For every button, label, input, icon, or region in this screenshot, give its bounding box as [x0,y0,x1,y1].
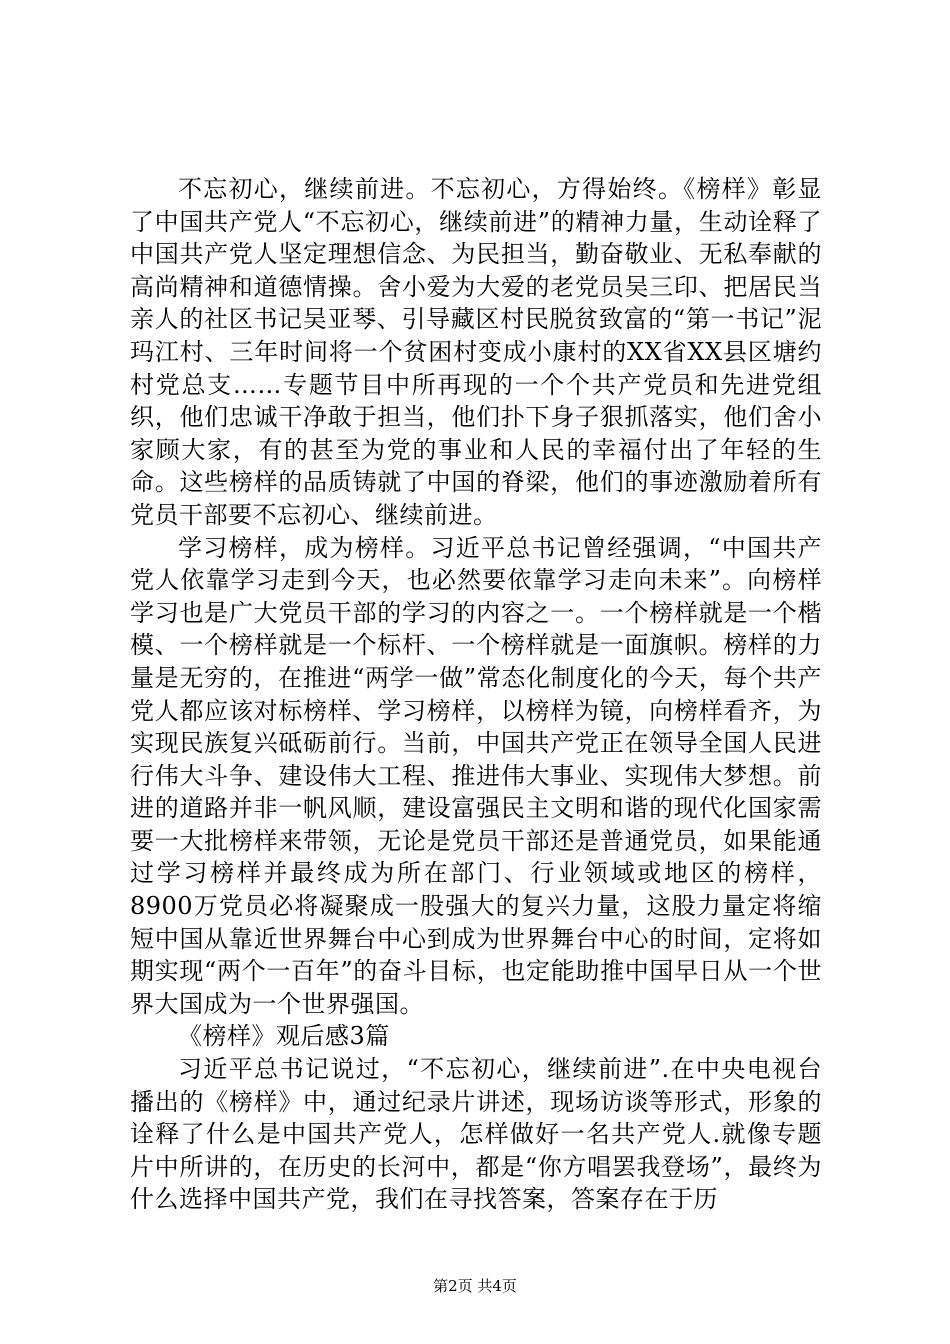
document-body [130,173,822,1216]
paragraph-2: 学习榜样，成为榜样。习近平总书记曾经强调，“中国共产党人依靠学习走到今天，也必然要依靠学习走向未来”。向榜样学习也是广大党员干部的学习的内容之一。一个榜样就是一个楷模、一个榜样就是一个标杆、一个榜样就是一面旗帜。榜样的力量是无穷的，在推进“两学一做”常态化制度化的今天，每个共产党人都应该对标榜样、学习榜样，以榜样为镜，向榜样看齐，为实现民族复兴砥砺前行。当前，中国共产党正在领导全国人民进行伟大斗争、建设伟大工程、推进伟大事业、实现伟大梦想。前进的道路并非一帆风顺，建设富强民主文明和谐的现代化国家需要一大批榜样来带领，无论是党员干部还是普通党员，如果能通过学习榜样并最终成为所在部门、行业领域或地区的榜样，8900万党员必将凝聚成一股强大的复兴力量，这股力量定将缩短中国从靠近世界舞台中心到成为世界舞台中心的时间，定将如期实现“两个一百年”的奋斗目标，也定能助推中国早日从一个世界大国成为一个世界强国。 [130,533,822,1018]
paragraph-1: 不忘初心，继续前进。不忘初心，方得始终。《榜样》彰显了中国共产党人“不忘初心，继续前进”的精神力量，生动诠释了中国共产党人坚定理想信念、为民担当，勤奋敬业、无私奉献的高尚精神和道德情操。舍小爱为大爱的老党员吴三印、把居民当亲人的社区书记吴亚琴、引导藏区村民脱贫致富的“第一书记”泥玛江村、三年时间将一个贫困村变成小康村的XX省XX县区塘约村党总支……专题节目中所再现的一个个共产党员和先进党组织，他们忠诚干净敢于担当，他们扑下身子狠抓落实，他们舍小家顾大家，有的甚至为党的事业和人民的幸福付出了年轻的生命。这些榜样的品质铸就了中国的脊梁，他们的事迹激励着所有党员干部要不忘初心、继续前进。 [130,175,822,529]
page-number-footer: 第2页 共4页 [433,1277,517,1295]
paragraph-3: 习近平总书记说过，“不忘初心，继续前进”.在中央电视台播出的《榜样》中，通过纪录片讲述，现场访谈等形式，形象的诠释了什么是中国共产党人，怎样做好一名共产党人.就像专题片中所讲的，在历史的长河中，都是“你方唱罢我登场”，最终为什么选择中国共产党，我们在寻找答案，答案存在于历 [130,1055,822,1214]
section-heading: 《榜样》观后感3篇 [178,1022,390,1051]
